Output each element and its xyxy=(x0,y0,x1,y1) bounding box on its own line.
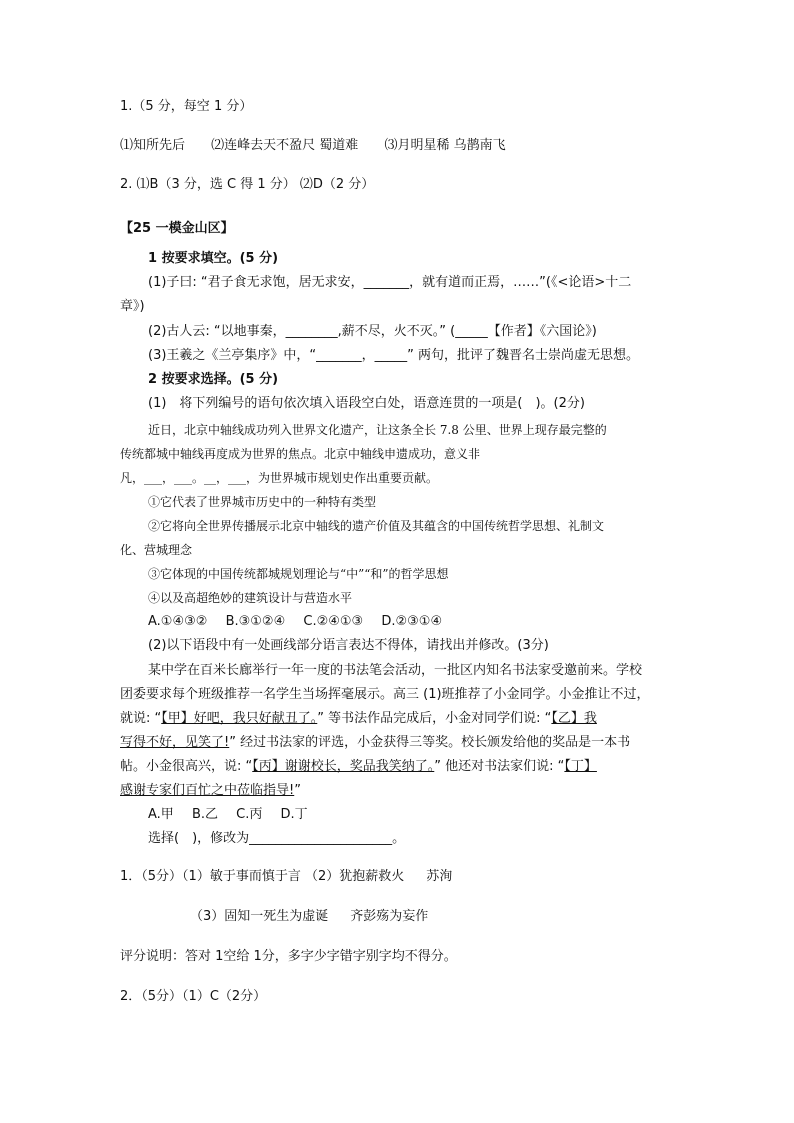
q2-part1-choices xyxy=(148,613,442,631)
q2-part1-stem: (1) 将下列编号的语句依次填入语段空白处，语意连贯的一项是( )。(2分) xyxy=(148,396,585,411)
q1-title: 1 按要求填空。(5 分) xyxy=(148,251,279,266)
q2-passage-line1: 近日，北京中轴线成功列入世界文化遗产，让这条全长 7.8 公里、世界上现存最完整的 xyxy=(148,423,607,437)
q2-passage-line2: 传统都城中轴线再度成为世界的焦点。北京中轴线申遗成功，意义非 xyxy=(120,447,481,461)
q2-text-line6: 感谢专家们百忙之中莅临指导!” xyxy=(120,783,301,798)
answer4: 2．（5分）（1）C（2分） xyxy=(120,989,267,1004)
answer1-title: 1.（5 分，每空 1 分） xyxy=(120,99,253,114)
q2-text-line3: 就说: “【甲】好吧，我只好献丑了。” 等书法作品完成后，小金对同学们说: “【乙】我 xyxy=(120,711,597,726)
q2-text-line4: 写得不好，见笑了!” 经过书法家的评选，小金获得三等奖。校长颁发给他的奖品是一本书 xyxy=(120,735,631,750)
underlined-yi-cont: 写得不好，见笑了! xyxy=(120,735,230,750)
answer1-item3: ⑶月明星稀 乌鹊南飞 xyxy=(384,138,506,153)
q2-text-line2: 团委要求每个班级推荐一名学生当场挥毫展示。高三 (1)班推荐了小金同学。小金推让不过， xyxy=(120,687,650,702)
underlined-yi: 【乙】我 xyxy=(551,711,597,726)
answer1-item1: ⑴知所先后 xyxy=(120,138,186,153)
scoring-note: 评分说明：答对 1空给 1分，多字少字错字别字均不得分。 xyxy=(120,949,457,964)
choice-d: D.②③①④ xyxy=(381,614,443,629)
answer1-item2: ⑵连峰去天不盈尺 蜀道难 xyxy=(211,138,359,153)
q2-option3: ③它体现的中国传统都城规划理论与“中”“和”的哲学思想 xyxy=(148,567,449,581)
q2-answer-line: 选择( )，修改为______________________。 xyxy=(148,831,406,846)
choice-a: A.①④③② xyxy=(148,614,208,629)
q2-part2-stem: (2)以下语段中有一处画线部分语言表达不得体，请找出并修改。(3分) xyxy=(148,638,549,653)
choice-c: C.②④①③ xyxy=(303,614,364,629)
underlined-ding: 【丁】 xyxy=(564,759,597,774)
q2-passage-line3: 凡，___，___。__，___，为世界城市规划史作出重要贡献。 xyxy=(120,471,439,485)
q2-part2-choices xyxy=(148,806,308,824)
choice2-b: B.乙 xyxy=(191,807,219,822)
underlined-ding-cont: 感谢专家们百忙之中莅临指导! xyxy=(120,783,295,798)
answer3-line1: 1．（5分）（1）敏于事而慎于言 （2）犹抱薪救火 苏洵 xyxy=(120,869,453,884)
q2-option4: ④以及高超绝妙的建筑设计与营造水平 xyxy=(148,591,353,605)
answer3-line2: （3）固知一死生为虚诞 齐彭殇为妄作 xyxy=(190,909,429,924)
q1-item1: (1)子曰: “君子食无求饱，居无求安，_______，就有道而正焉，……”(《<论语>十二 xyxy=(148,275,632,290)
section-title: 【25 一模金山区】 xyxy=(120,221,234,236)
choice-b: B.③①②④ xyxy=(225,614,286,629)
q2-title: 2 按要求选择。(5 分) xyxy=(148,372,279,387)
q1-item3: (3)王羲之《兰亭集序》中，“_______，_____” 两句，批评了魏晋名士崇尚虚无思想。 xyxy=(148,348,640,363)
q2-option1: ①它代表了世界城市历史中的一种特有类型 xyxy=(148,495,377,509)
q2-option2-cont: 化、营城理念 xyxy=(120,543,193,557)
q2-text-line1: 某中学在百米长廊举行一年一度的书法笔会活动，一批区内知名书法家受邀前来。学校 xyxy=(148,663,643,678)
underlined-bing: 【丙】谢谢校长，奖品我笑纳了。 xyxy=(252,759,435,774)
q2-text-line5: 帖。小金很高兴，说: “【丙】谢谢校长，奖品我笑纳了。” 他还对书法家们说: “【丁】 xyxy=(120,759,597,774)
choice2-d: D.丁 xyxy=(280,807,308,822)
underlined-jia: 【甲】好吧，我只好献丑了。 xyxy=(161,711,318,726)
choice2-a: A.甲 xyxy=(148,807,174,822)
q1-item1-cont: 章》) xyxy=(120,299,145,314)
answer2: 2. ⑴B（3 分，选 C 得 1 分） ⑵D（2 分） xyxy=(120,177,375,192)
q2-option2: ②它将向全世界传播展示北京中轴线的遗产价值及其蕴含的中国传统哲学思想、礼制文 xyxy=(148,519,605,533)
choice2-c: C.丙 xyxy=(236,807,263,822)
q1-item2: (2)古人云: “以地事秦，________,薪不尽，火不灭。” (_____【作者】《六国论》) xyxy=(148,324,597,339)
answer1-items xyxy=(120,137,506,155)
